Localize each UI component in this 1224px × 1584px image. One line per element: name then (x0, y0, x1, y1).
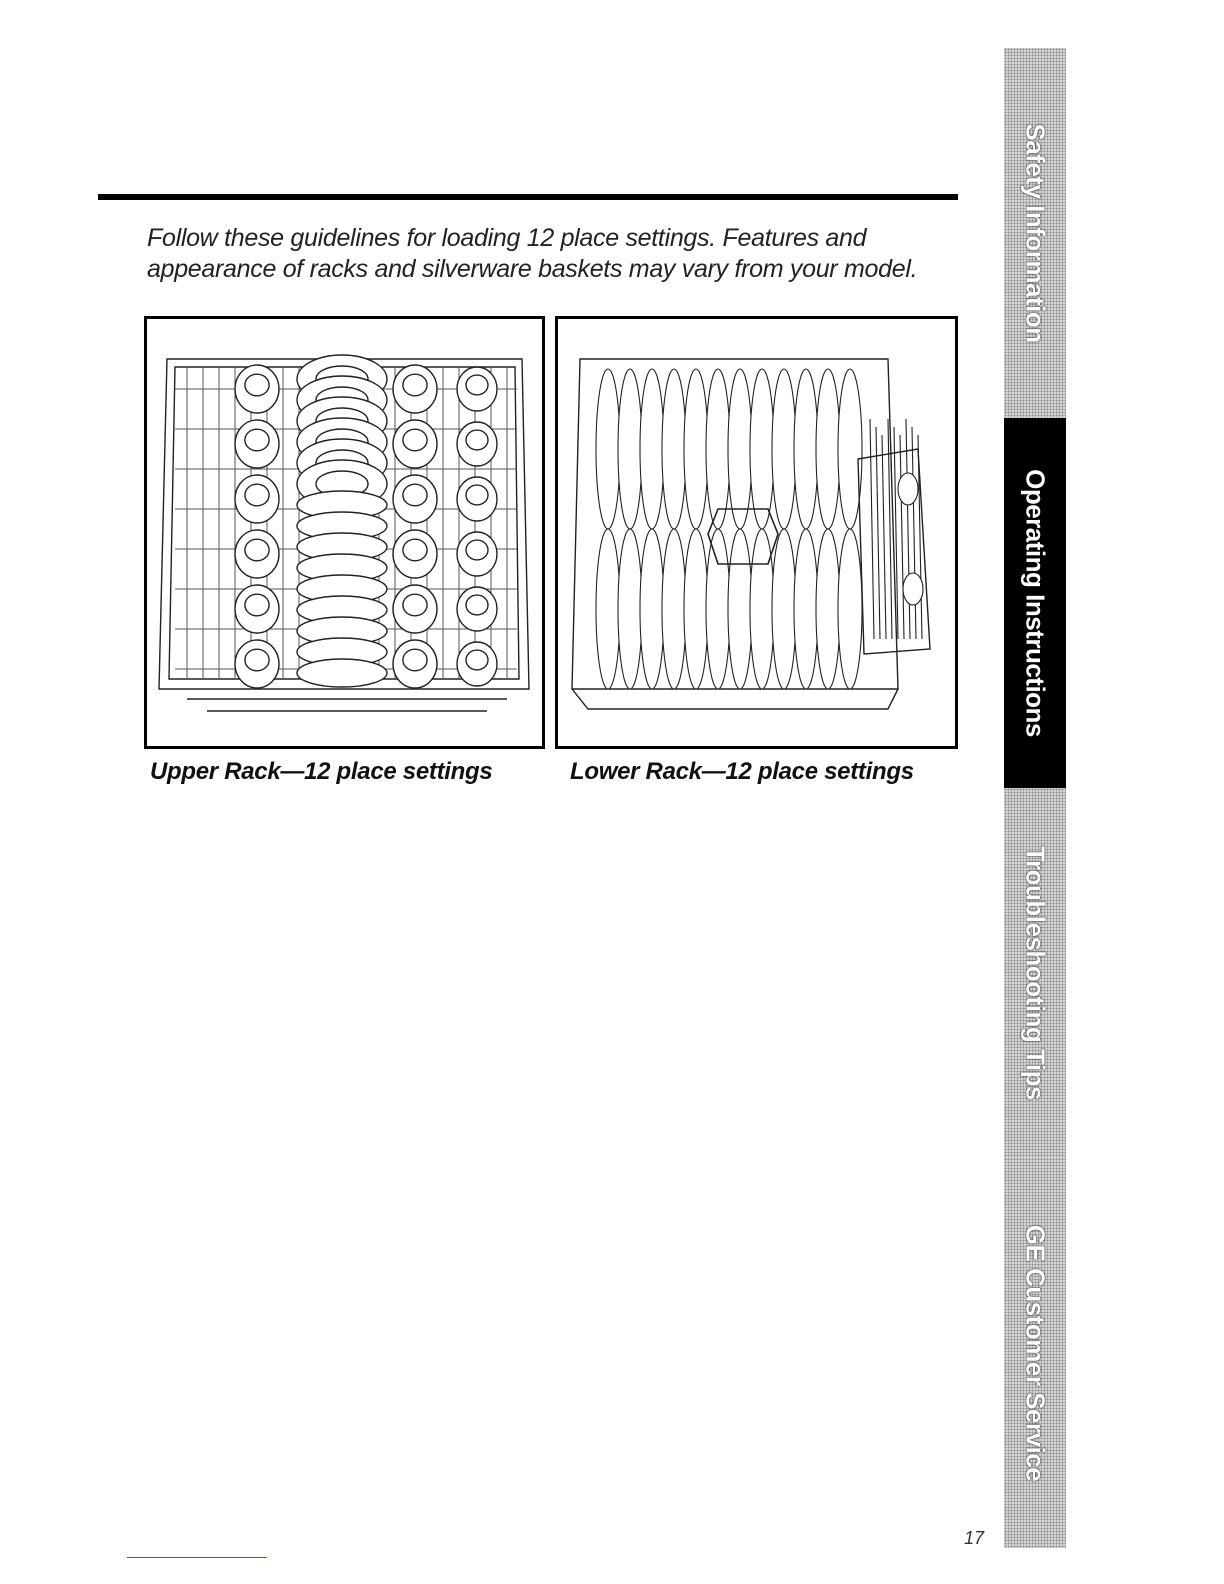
lower-rack-illustration (555, 316, 958, 749)
lower-rack-caption: Lower Rack—12 place settings (570, 758, 914, 785)
lower-rack-drawing (558, 319, 955, 746)
footer-rule (127, 1557, 267, 1558)
tab-label: Safety Information (1020, 123, 1051, 343)
section-rule (98, 194, 958, 200)
tab-label: Troubleshooting Tips (1020, 846, 1051, 1100)
upper-rack-caption: Upper Rack—12 place settings (150, 758, 493, 785)
tab-label: GE Customer Service (1020, 1224, 1051, 1482)
intro-text (147, 223, 947, 285)
tab-operating-instructions[interactable] (1004, 418, 1066, 788)
intro-line-1: Follow these guidelines for loading 12 place settings. Features and (147, 224, 867, 252)
intro-line-2: appearance of racks and silverware baskets may vary from your model. (147, 255, 918, 283)
tab-safety-information[interactable] (1004, 48, 1066, 418)
tab-troubleshooting-tips[interactable] (1004, 788, 1066, 1158)
tab-label: Operating Instructions (1020, 469, 1051, 737)
tab-ge-customer-service[interactable] (1004, 1158, 1066, 1548)
upper-rack-drawing (147, 319, 542, 746)
lower-rack-base (572, 689, 898, 709)
page-number: 17 (964, 1528, 985, 1548)
upper-rack-illustration (144, 316, 545, 749)
